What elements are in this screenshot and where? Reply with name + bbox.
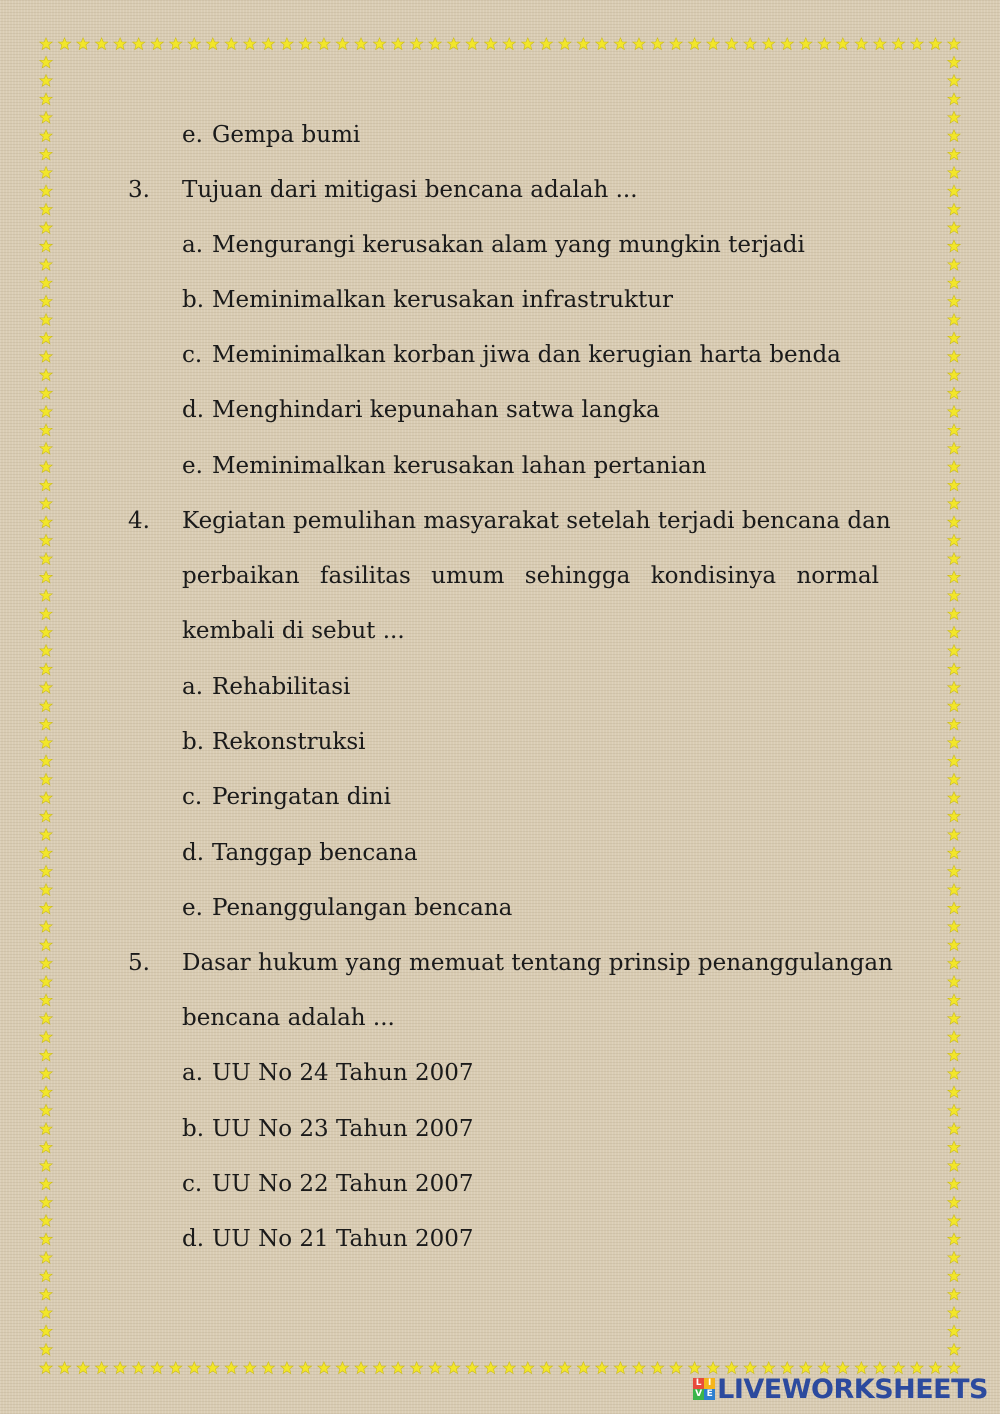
border-star-icon: [874, 38, 887, 50]
border-star-icon: [40, 369, 53, 381]
border-star-icon: [318, 38, 331, 50]
border-star-icon: [40, 847, 53, 859]
border-star-icon: [206, 38, 219, 50]
border-star-icon: [521, 1362, 534, 1374]
border-star-icon: [40, 185, 53, 197]
border-star-icon: [40, 718, 53, 730]
border-star-icon: [651, 38, 664, 50]
border-star-icon: [40, 148, 53, 160]
border-star-icon: [40, 792, 53, 804]
border-star-icon: [948, 332, 961, 344]
border-star-icon: [40, 1178, 53, 1190]
border-star-icon: [948, 792, 961, 804]
q3-text: Tujuan dari mitigasi bencana adalah ...: [182, 177, 638, 203]
border-star-icon: [948, 865, 961, 877]
border-star-icon: [40, 773, 53, 785]
liveworksheets-logo: [693, 1372, 988, 1406]
border-star-icon: [948, 994, 961, 1006]
border-star-icon: [948, 1343, 961, 1355]
border-star-icon: [40, 736, 53, 748]
border-star-icon: [40, 405, 53, 417]
border-star-icon: [948, 516, 961, 528]
border-star-icon: [596, 38, 609, 50]
border-star-icon: [95, 1362, 108, 1374]
border-star-icon: [40, 939, 53, 951]
border-star-icon: [410, 38, 423, 50]
border-star-icon: [559, 38, 572, 50]
border-star-icon: [114, 1362, 127, 1374]
border-star-icon: [948, 755, 961, 767]
border-star-icon: [948, 203, 961, 215]
border-star-icon: [40, 74, 53, 86]
border-star-icon: [948, 461, 961, 473]
border-star-icon: [40, 1141, 53, 1153]
border-star-icon: [262, 38, 275, 50]
border-star-icon: [503, 1362, 516, 1374]
border-star-icon: [40, 332, 53, 344]
border-star-icon: [948, 902, 961, 914]
border-star-icon: [40, 130, 53, 142]
border-star-icon: [429, 38, 442, 50]
border-star-icon: [948, 1123, 961, 1135]
border-star-icon: [40, 93, 53, 105]
border-star-icon: [948, 645, 961, 657]
q5-number: 5.: [128, 950, 150, 976]
border-star-icon: [40, 424, 53, 436]
border-star-icon: [40, 350, 53, 362]
border-star-icon: [40, 755, 53, 767]
border-star-icon: [40, 884, 53, 896]
border-star-icon: [762, 38, 775, 50]
border-star-icon: [40, 681, 53, 693]
border-star-icon: [948, 424, 961, 436]
border-star-icon: [948, 884, 961, 896]
border-star-icon: [948, 148, 961, 160]
border-star-icon: [948, 93, 961, 105]
border-star-icon: [336, 1362, 349, 1374]
border-star-icon: [169, 38, 182, 50]
border-star-icon: [948, 1086, 961, 1098]
border-star-icon: [40, 810, 53, 822]
border-star-icon: [40, 1270, 53, 1282]
border-star-icon: [948, 314, 961, 326]
border-star-icon: [948, 350, 961, 362]
border-star-icon: [40, 1307, 53, 1319]
border-star-icon: [40, 976, 53, 988]
border-star-icon: [40, 1215, 53, 1227]
border-star-icon: [948, 240, 961, 252]
border-star-icon: [77, 38, 90, 50]
border-star-icon: [948, 497, 961, 509]
border-star-icon: [77, 1362, 90, 1374]
border-star-icon: [40, 1086, 53, 1098]
border-star-icon: [948, 166, 961, 178]
border-star-icon: [40, 1233, 53, 1245]
border-star-icon: [948, 1307, 961, 1319]
border-star-icon: [40, 1362, 53, 1374]
border-star-icon: [188, 1362, 201, 1374]
border-star-icon: [948, 405, 961, 417]
border-star-icon: [40, 295, 53, 307]
border-star-icon: [818, 38, 831, 50]
border-star-icon: [281, 38, 294, 50]
border-star-icon: [40, 277, 53, 289]
border-star-icon: [40, 571, 53, 583]
border-star-icon: [948, 479, 961, 491]
border-star-icon: [651, 1362, 664, 1374]
border-star-icon: [40, 1104, 53, 1116]
border-star-icon: [281, 1362, 294, 1374]
border-star-icon: [466, 38, 479, 50]
border-star-icon: [744, 38, 757, 50]
border-star-icon: [40, 479, 53, 491]
border-star-icon: [781, 38, 794, 50]
border-star-icon: [447, 38, 460, 50]
border-star-icon: [40, 608, 53, 620]
border-star-icon: [948, 1067, 961, 1079]
border-star-icon: [40, 1288, 53, 1300]
border-star-icon: [948, 976, 961, 988]
border-star-icon: [540, 1362, 553, 1374]
border-star-icon: [948, 663, 961, 675]
border-star-icon: [948, 681, 961, 693]
border-star-icon: [948, 1031, 961, 1043]
border-star-icon: [40, 56, 53, 68]
border-star-icon: [948, 74, 961, 86]
border-star-icon: [40, 240, 53, 252]
border-star-icon: [948, 1215, 961, 1227]
border-star-icon: [948, 56, 961, 68]
border-star-icon: [40, 516, 53, 528]
border-star-icon: [948, 1196, 961, 1208]
q3-number: 3.: [128, 177, 150, 203]
border-star-icon: [410, 1362, 423, 1374]
border-star-icon: [40, 865, 53, 877]
border-star-icon: [948, 700, 961, 712]
border-star-icon: [262, 1362, 275, 1374]
border-star-icon: [948, 1012, 961, 1024]
border-star-icon: [40, 222, 53, 234]
border-star-icon: [614, 38, 627, 50]
border-star-icon: [392, 1362, 405, 1374]
border-star-icon: [948, 957, 961, 969]
border-star-icon: [151, 38, 164, 50]
border-star-icon: [40, 387, 53, 399]
border-star-icon: [244, 38, 257, 50]
border-star-icon: [40, 442, 53, 454]
border-star-icon: [948, 130, 961, 142]
border-star-icon: [40, 663, 53, 675]
border-star-icon: [40, 828, 53, 840]
border-star-icon: [948, 387, 961, 399]
border-star-icon: [40, 626, 53, 638]
border-star-icon: [948, 571, 961, 583]
border-star-icon: [40, 645, 53, 657]
border-star-icon: [948, 185, 961, 197]
border-star-icon: [40, 203, 53, 215]
border-star-icon: [596, 1362, 609, 1374]
border-star-icon: [40, 553, 53, 565]
border-star-icon: [614, 1362, 627, 1374]
border-star-icon: [521, 38, 534, 50]
border-star-icon: [948, 1178, 961, 1190]
border-star-icon: [225, 1362, 238, 1374]
border-star-icon: [484, 38, 497, 50]
border-star-icon: [40, 1012, 53, 1024]
border-star-icon: [392, 38, 405, 50]
border-star-icon: [40, 1123, 53, 1135]
border-star-icon: [40, 497, 53, 509]
border-star-icon: [447, 1362, 460, 1374]
border-star-icon: [206, 1362, 219, 1374]
border-star-icon: [948, 626, 961, 638]
border-star-icon: [577, 38, 590, 50]
border-star-icon: [40, 1159, 53, 1171]
border-star-icon: [40, 38, 53, 50]
border-star-icon: [948, 38, 961, 50]
border-star-icon: [892, 38, 905, 50]
border-star-icon: [948, 736, 961, 748]
liveworksheets-logo-text: LIVEWORKSHEETS: [717, 1373, 988, 1405]
border-star-icon: [948, 222, 961, 234]
border-star-icon: [948, 111, 961, 123]
border-star-icon: [169, 1362, 182, 1374]
border-star-icon: [355, 38, 368, 50]
border-star-icon: [40, 700, 53, 712]
border-star-icon: [40, 1067, 53, 1079]
border-star-icon: [948, 1159, 961, 1171]
border-star-icon: [40, 589, 53, 601]
border-star-icon: [688, 38, 701, 50]
border-star-icon: [948, 1251, 961, 1263]
border-star-icon: [948, 534, 961, 546]
border-star-icon: [559, 1362, 572, 1374]
border-star-icon: [948, 1288, 961, 1300]
border-star-icon: [948, 920, 961, 932]
liveworksheets-mark-icon: L I V E: [693, 1378, 715, 1400]
border-star-icon: [225, 38, 238, 50]
q4-number: 4.: [128, 508, 150, 534]
border-star-icon: [725, 38, 738, 50]
border-star-icon: [948, 1049, 961, 1061]
border-star-icon: [633, 1362, 646, 1374]
border-star-icon: [188, 38, 201, 50]
border-star-icon: [40, 461, 53, 473]
border-star-icon: [40, 1343, 53, 1355]
border-star-icon: [132, 1362, 145, 1374]
border-star-icon: [466, 1362, 479, 1374]
border-star-icon: [484, 1362, 497, 1374]
border-star-icon: [948, 847, 961, 859]
border-star-icon: [299, 38, 312, 50]
border-star-icon: [948, 553, 961, 565]
border-star-icon: [948, 773, 961, 785]
border-star-icon: [948, 1141, 961, 1153]
border-star-icon: [948, 810, 961, 822]
border-star-icon: [40, 314, 53, 326]
border-star-icon: [948, 295, 961, 307]
border-star-icon: [40, 1325, 53, 1337]
border-star-icon: [40, 1196, 53, 1208]
border-star-icon: [40, 1251, 53, 1263]
border-star-icon: [540, 38, 553, 50]
border-star-icon: [799, 38, 812, 50]
border-star-icon: [837, 38, 850, 50]
border-star-icon: [855, 38, 868, 50]
border-star-icon: [577, 1362, 590, 1374]
border-star-icon: [299, 1362, 312, 1374]
border-star-icon: [58, 1362, 71, 1374]
border-star-icon: [948, 258, 961, 270]
border-star-icon: [114, 38, 127, 50]
border-star-icon: [95, 38, 108, 50]
border-star-icon: [355, 1362, 368, 1374]
border-star-icon: [948, 939, 961, 951]
border-star-icon: [40, 258, 53, 270]
border-star-icon: [911, 38, 924, 50]
border-star-icon: [40, 1049, 53, 1061]
border-star-icon: [373, 1362, 386, 1374]
border-star-icon: [40, 920, 53, 932]
border-star-icon: [948, 442, 961, 454]
border-star-icon: [318, 1362, 331, 1374]
border-star-icon: [429, 1362, 442, 1374]
border-star-icon: [948, 369, 961, 381]
border-star-icon: [40, 902, 53, 914]
border-star-icon: [244, 1362, 257, 1374]
border-star-icon: [151, 1362, 164, 1374]
border-star-icon: [929, 38, 942, 50]
border-star-icon: [948, 1325, 961, 1337]
border-star-icon: [336, 38, 349, 50]
border-star-icon: [707, 38, 720, 50]
border-star-icon: [40, 994, 53, 1006]
border-star-icon: [40, 957, 53, 969]
border-star-icon: [948, 589, 961, 601]
border-star-icon: [948, 1270, 961, 1282]
border-star-icon: [948, 718, 961, 730]
border-star-icon: [948, 1233, 961, 1245]
border-star-icon: [633, 38, 646, 50]
border-star-icon: [948, 277, 961, 289]
border-star-icon: [58, 38, 71, 50]
border-star-icon: [670, 1362, 683, 1374]
border-star-icon: [948, 828, 961, 840]
border-star-icon: [670, 38, 683, 50]
border-star-icon: [948, 1104, 961, 1116]
border-star-icon: [373, 38, 386, 50]
border-star-icon: [132, 38, 145, 50]
border-star-icon: [948, 608, 961, 620]
border-star-icon: [40, 1031, 53, 1043]
border-star-icon: [40, 166, 53, 178]
border-star-icon: [503, 38, 516, 50]
border-star-icon: [40, 111, 53, 123]
border-star-icon: [40, 534, 53, 546]
